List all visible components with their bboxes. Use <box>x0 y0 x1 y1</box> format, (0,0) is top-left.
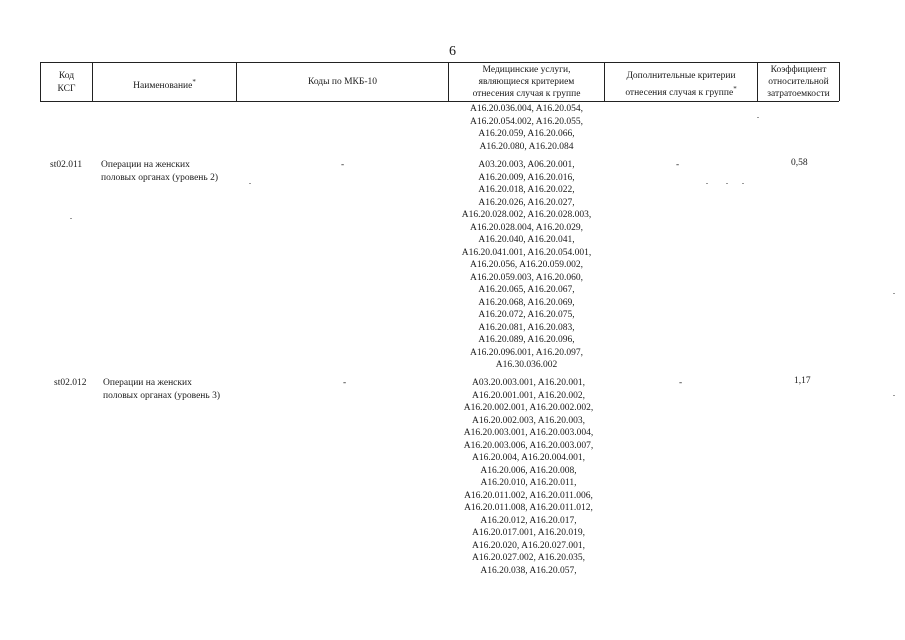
scan-speckle <box>893 293 895 294</box>
service-line: A16.20.004, A16.20.004.001, <box>472 453 585 463</box>
service-line: A16.20.036.004, A16.20.054, <box>470 104 583 114</box>
service-line: A16.20.011.008, A16.20.011.012, <box>464 503 593 513</box>
scan-speckle <box>742 183 744 184</box>
header-services-line1: Медицинские услуги, <box>482 65 571 75</box>
header-divider <box>839 62 840 101</box>
service-line: A16.20.096.001, A16.20.097, <box>470 347 583 358</box>
service-line: A16.20.009, A16.20.016, <box>478 172 575 183</box>
scan-speckle <box>757 117 759 118</box>
header-services <box>449 64 604 100</box>
service-line: A16.20.003.006, A16.20.003.007, <box>463 440 594 451</box>
row-icd: - <box>341 160 345 170</box>
service-line: A16.20.002.001, A16.20.002.002, <box>463 403 594 413</box>
service-line: A16.20.038, A16.20.057, <box>480 565 577 576</box>
header-criteria-line2 <box>605 83 757 100</box>
row-name <box>101 159 241 184</box>
service-line: A16.20.089, A16.20.096, <box>478 335 575 345</box>
header-code <box>41 70 92 95</box>
header-criteria-line2-text: отнесения случая к группе <box>625 87 734 98</box>
service-line: A16.20.006, A16.20.008, <box>480 465 577 476</box>
service-line: A16.20.028.002, A16.20.028.003, <box>461 210 592 220</box>
row-criteria: - <box>679 378 683 388</box>
service-line: A16.20.028.004, A16.20.029, <box>470 222 583 233</box>
row-name-line1: Операции на женских <box>103 378 192 388</box>
header-coefficient-line3: затратоемкости <box>767 89 830 99</box>
service-line: A16.20.080, A16.20.084 <box>479 141 574 152</box>
row-services <box>449 159 604 372</box>
row-name-line2: половых органах (уровень 3) <box>103 390 220 401</box>
service-line: A16.20.020, A16.20.027.001, <box>472 540 585 551</box>
service-line: A16.20.059.003, A16.20.060, <box>470 272 583 283</box>
scan-speckle <box>726 183 728 184</box>
header-name <box>93 76 236 93</box>
header-name-mark: * <box>192 78 196 86</box>
scan-speckle <box>893 395 895 396</box>
service-line: A16.20.054.002, A16.20.055, <box>470 116 583 127</box>
header-icd: Коды по МКБ-10 <box>307 77 378 87</box>
row-code: st02.011 <box>50 160 83 170</box>
service-line: A03.20.003.001, A16.20.001, <box>472 378 585 388</box>
row-icd: - <box>343 378 347 388</box>
service-line: A16.20.072, A16.20.075, <box>478 310 575 320</box>
row-name-line2: половых органах (уровень 2) <box>101 172 218 183</box>
header-bottom-border <box>40 101 839 102</box>
service-line: A16.20.003.001, A16.20.003.004, <box>463 428 594 438</box>
service-line: A16.20.012, A16.20.017, <box>480 515 577 526</box>
service-line: A16.20.081, A16.20.083, <box>478 322 575 333</box>
header-coefficient <box>758 64 839 100</box>
service-line: A16.20.041.001, A16.20.054.001, <box>461 247 592 258</box>
row-name-line1: Операции на женских <box>101 160 190 170</box>
service-line: A16.30.036.002 <box>495 360 558 370</box>
service-line: A16.20.018, A16.20.022, <box>478 185 575 195</box>
service-line: A16.20.001.001, A16.20.002, <box>472 390 585 401</box>
header-criteria-line1: Дополнительные критерии <box>626 71 736 81</box>
service-line: A16.20.002.003, A16.20.003, <box>472 415 585 426</box>
service-line: A16.20.010, A16.20.011, <box>480 478 577 488</box>
header-code-line2: КСГ <box>57 83 76 94</box>
continuation-services <box>449 103 604 153</box>
scan-speckle <box>70 218 72 219</box>
row-name <box>103 377 243 402</box>
service-line: A16.20.017.001, A16.20.019, <box>472 528 585 538</box>
scan-speckle <box>249 183 251 184</box>
row-coefficient: 1,17 <box>794 376 811 386</box>
header-services-line2: являющиеся критерием <box>478 77 575 87</box>
service-line: A16.20.068, A16.20.069, <box>478 297 575 308</box>
header-coefficient-line2: относительной <box>768 77 829 87</box>
header-name-text: Наименование <box>133 81 193 92</box>
header-criteria <box>605 70 757 99</box>
page-number: 6 <box>449 44 456 59</box>
header-code-line1: Код <box>58 71 75 81</box>
service-line: A16.20.059, A16.20.066, <box>478 129 575 139</box>
row-coefficient: 0,58 <box>791 158 808 168</box>
service-line: A16.20.011.002, A16.20.011.006, <box>464 490 593 501</box>
service-line: A16.20.056, A16.20.059.002, <box>470 260 583 270</box>
row-criteria: - <box>676 160 680 170</box>
header-criteria-mark: * <box>733 84 737 93</box>
service-line: A16.20.026, A16.20.027, <box>478 197 575 208</box>
service-line: A16.20.065, A16.20.067, <box>478 285 575 295</box>
service-line: A03.20.003, A06.20.001, <box>478 160 575 170</box>
header-top-border <box>40 62 839 63</box>
header-coefficient-line1: Коэффициент <box>770 65 827 75</box>
row-services <box>451 377 606 577</box>
header-services-line3: отнесения случая к группе <box>472 89 581 99</box>
service-line: A16.20.027.002, A16.20.035, <box>472 553 585 563</box>
service-line: A16.20.040, A16.20.041, <box>478 235 575 245</box>
row-code: st02.012 <box>54 378 87 388</box>
scan-speckle <box>706 183 708 184</box>
